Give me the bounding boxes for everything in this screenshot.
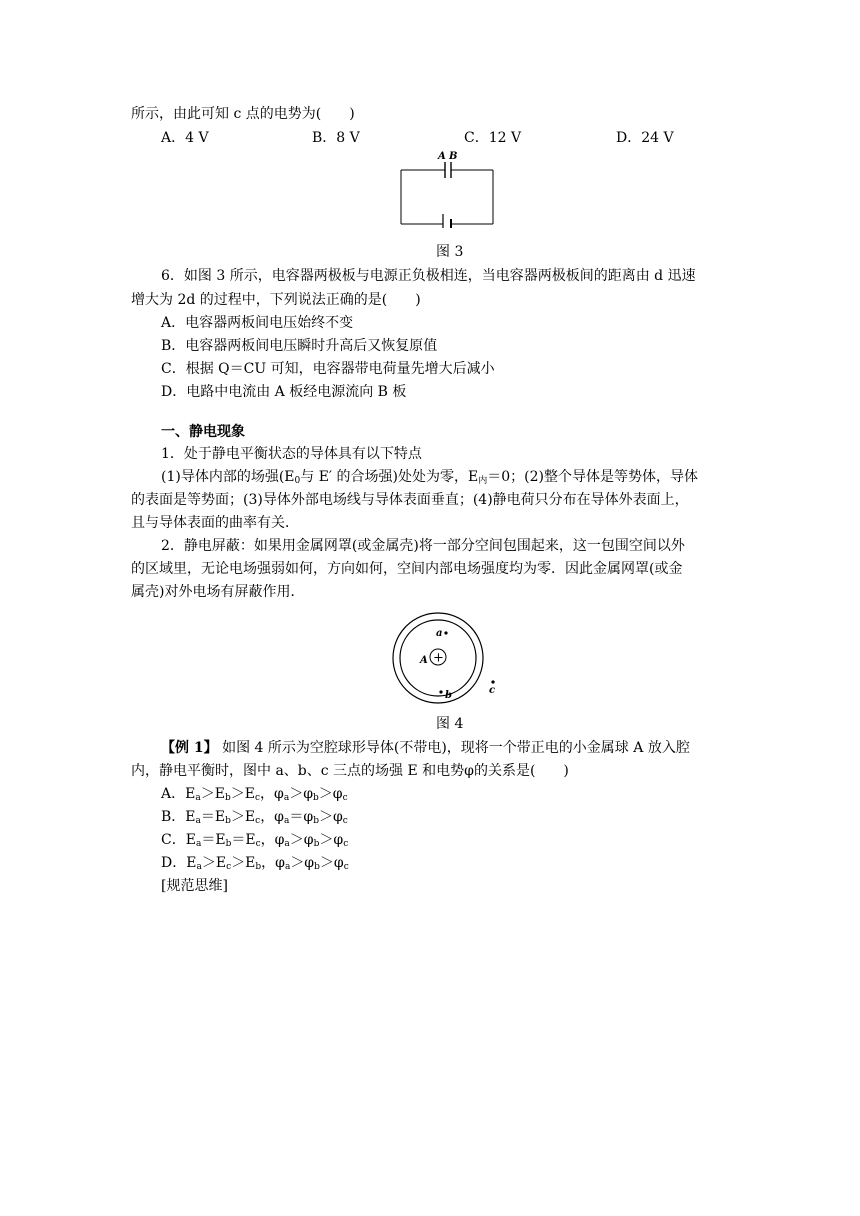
plus-sign: +: [433, 650, 444, 666]
section-heading: 一、静电现象: [161, 424, 245, 440]
q6-option-b: B．电容器两板间电压瞬时升高后又恢复原值: [161, 338, 438, 354]
example1-stem-line2: 内，静电平衡时，图中 a、b、c 三点的场强 E 和电势φ的关系是( ): [131, 763, 569, 779]
q6-stem-line2: 增大为 2d 的过程中，下列说法正确的是( ): [131, 292, 421, 308]
q6-option-c: C．根据 Q＝CU 可知，电容器带电荷量先增大后减小: [161, 361, 495, 377]
fig4-label-b: b: [445, 690, 452, 701]
fig4-caption: 图 4: [436, 716, 464, 732]
example1-option-c: C．$E_a=E_b=E_c$，$\varphi_a>\varphi_b>\varphi_c$: [161, 832, 349, 849]
example1-guide: [规范思维]: [161, 878, 228, 894]
item2-line3: 属壳)对外电场有屏蔽作用．: [131, 584, 305, 600]
fig3-label-b: B: [449, 151, 458, 162]
fig4-label-A: A: [420, 655, 428, 666]
q5-option-b: B．8 V: [312, 130, 360, 146]
fig4-label-a: a: [436, 628, 443, 639]
example1-option-b: B．$E_a=E_b>E_c$，$\varphi_a=\varphi_b>\varphi_c$: [161, 809, 348, 826]
item1-line2: 的表面是等势面；(3)导体外部电场线与导体表面垂直；(4)静电荷只分布在导体外表面上，: [131, 492, 689, 508]
figure-3-circuit: [395, 148, 499, 228]
fig3-label-a: A: [438, 151, 446, 162]
fig3-caption: 图 3: [436, 244, 464, 260]
item2-line1: 2．静电屏蔽：如果用金属网罩(或金属壳)将一部分空间包围起来，这一包围空间以外: [161, 538, 685, 554]
q5-option-d: D．24 V: [616, 130, 674, 146]
item1-line3: 且与导体表面的曲率有关．: [131, 515, 299, 531]
item1-line1: (1)导体内部的场强($E_0$与 E′ 的合场强)处处为零，$E_内=0$；(2)整个导体是等势体，导体: [161, 469, 698, 486]
example1-tag: 【例 1】: [161, 740, 218, 756]
q6-stem-line1: 6．如图 3 所示，电容器两极板与电源正负极相连，当电容器两极板间的距离由 d 迅速: [161, 268, 696, 284]
q6-option-d: D．电路中电流由 A 板经电源流向 B 板: [161, 384, 407, 400]
q6-option-a: A．电容器两板间电压始终不变: [161, 315, 354, 331]
q5-option-a: A．4 V: [161, 130, 209, 146]
point-b-dot: [439, 690, 442, 693]
item2-line2: 的区域里，无论电场强弱如何，方向如何，空间内部电场强度均为零．因此金属网罩(或金: [131, 561, 683, 577]
example1-stem-line1: 【例 1】 如图 4 所示为空腔球形导体(不带电)，现将一个带正电的小金属球 A 放入腔: [161, 740, 690, 756]
item1-title: 1．处于静电平衡状态的导体具有以下特点: [161, 446, 422, 462]
example1-option-a: A．$E_a>E_b>E_c$，$\varphi_a>\varphi_b>\varphi_c$: [161, 786, 348, 803]
figure-4-spherical-conductor: [385, 606, 505, 710]
fig4-label-c: c: [489, 685, 496, 696]
example1-option-d: D．$E_a>E_c>E_b$，$\varphi_a>\varphi_b>\varphi_c$: [161, 855, 349, 872]
point-c-dot: [491, 680, 494, 683]
q5-stem: 所示，由此可知 c 点的电势为( ): [131, 106, 355, 122]
point-a-dot: [444, 631, 447, 634]
q5-option-c: C．12 V: [464, 130, 522, 146]
